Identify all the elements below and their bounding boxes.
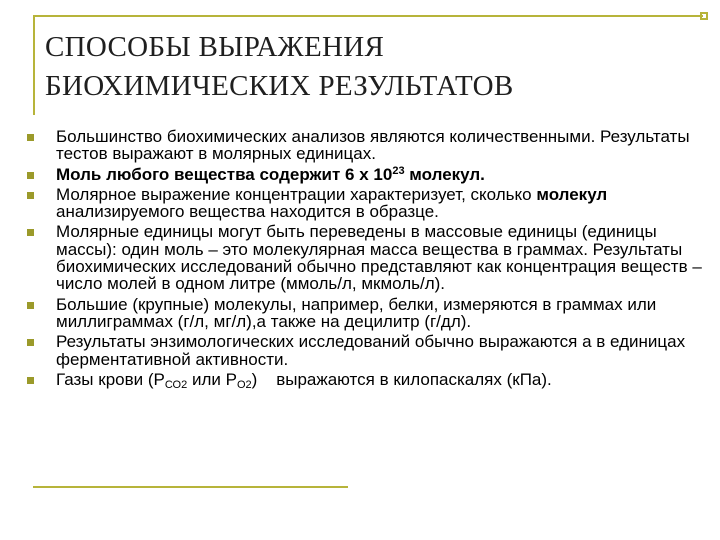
subscript: О2	[236, 378, 252, 391]
bullet-text: Большие (крупные) молекулы, например, белки, измеряются в граммах или миллиграммах (г/л, мг/л),а также на децилитр (г/дл).	[56, 294, 657, 331]
square-bullet-icon	[27, 302, 34, 309]
bullet-text: Моль любого вещества содержит 6 х 10	[56, 164, 393, 184]
bullet-text: молекул.	[404, 164, 485, 184]
frame-bottom-line	[33, 486, 348, 488]
square-bullet-icon	[27, 339, 34, 346]
bullet-text: ) выражаются в килопаскалях (кПа).	[251, 369, 552, 389]
bullet-text: Молярное выражение концентрации характеризует, сколько	[56, 184, 537, 204]
superscript: 23	[392, 164, 405, 177]
bullet-item	[27, 296, 707, 331]
bullet-item	[27, 186, 707, 221]
subscript: СО2	[164, 378, 188, 391]
bullet-text: анализируемого вещества находится в образце.	[56, 202, 439, 222]
frame-top-line	[33, 15, 703, 17]
bullet-item	[27, 369, 707, 391]
square-bullet-icon	[27, 377, 34, 384]
frame-left-line	[33, 15, 35, 115]
bullet-list	[27, 128, 707, 391]
slide-title	[45, 28, 685, 106]
bullet-item	[27, 128, 707, 163]
bullet-text: или Р	[187, 369, 237, 389]
bullet-item	[27, 333, 707, 368]
bullet-item	[27, 223, 707, 292]
bullet-text: Результаты энзимологических исследований обычно выражаются а в единицах ферментативной активности.	[56, 332, 686, 369]
bullet-text: Молярные единицы могут быть переведены в массовые единицы (единицы массы): один моль – это молекулярная масса вещества в граммах. Результаты биохимических исследований обычно представляют как концентрация веществ – число молей в одном литре (ммоль/л, мкмоль/л).	[56, 222, 702, 294]
bullet-item	[27, 166, 707, 183]
bold-term: молекул	[536, 184, 608, 204]
square-bullet-icon	[27, 229, 34, 236]
square-bullet-icon	[27, 134, 34, 141]
square-bullet-icon	[27, 172, 34, 179]
bullet-text: Большинство биохимических анализов являются количественными. Результаты тестов выражают в молярных единицах.	[56, 127, 690, 164]
frame-corner-square	[700, 12, 708, 20]
slide-title-line-1: СПОСОБЫ ВЫРАЖЕНИЯ	[45, 31, 385, 63]
square-bullet-icon	[27, 192, 34, 199]
slide-title-line-2: БИОХИМИЧЕСКИХ РЕЗУЛЬТАТОВ	[45, 70, 514, 102]
bullet-text: Газы крови (Р	[56, 369, 165, 389]
